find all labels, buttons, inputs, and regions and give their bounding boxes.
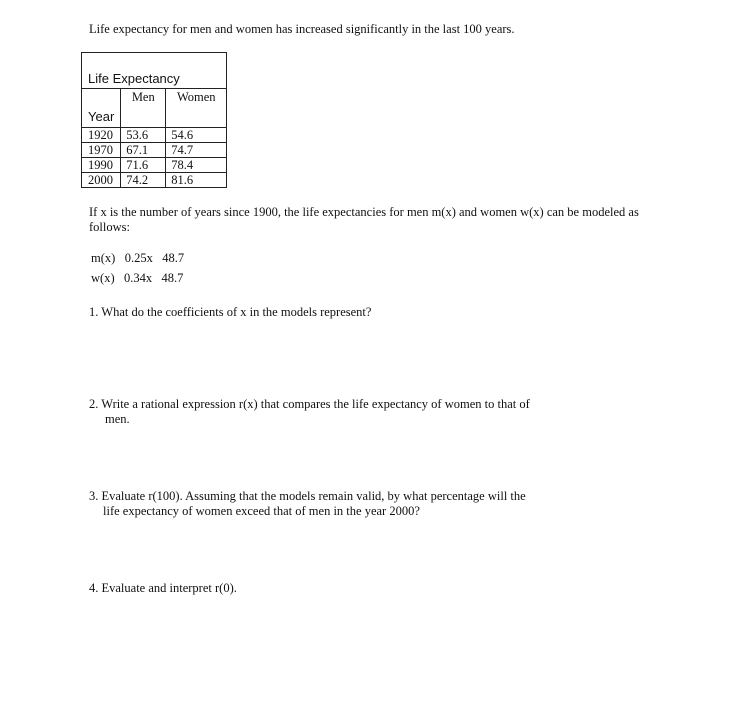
year-cell: 1970: [82, 143, 121, 158]
model-women-lhs: w(x): [91, 271, 115, 285]
men-cell: 67.1: [121, 143, 166, 158]
men-cell: 53.6: [121, 128, 166, 143]
column-header-men: Men: [121, 89, 166, 128]
women-cell: 78.4: [166, 158, 227, 173]
model-women: [91, 271, 183, 286]
model-men: [91, 251, 184, 266]
model-men-rhs: 0.25x 48.7: [124, 251, 185, 265]
year-cell: 1990: [82, 158, 121, 173]
question-4: [89, 581, 679, 596]
intro-text: Life expectancy for men and women has increased significantly in the last 100 years.: [89, 22, 515, 36]
model-description: If x is the number of years since 1900, the life expectancies for men m(x) and women w(x) can be modeled as follows:: [89, 205, 639, 234]
women-cell: 74.7: [166, 143, 227, 158]
question-1-text: 1. What do the coefficients of x in the models represent?: [89, 305, 372, 319]
question-4-text: 4. Evaluate and interpret r(0).: [89, 581, 237, 595]
table-row: [82, 128, 227, 143]
question-3: [89, 489, 679, 519]
year-cell: 1920: [82, 128, 121, 143]
model-women-rhs: 0.34x 48.7: [123, 271, 184, 285]
question-1: [89, 305, 679, 320]
table-row: [82, 158, 227, 173]
year-cell: 2000: [82, 173, 121, 188]
women-cell: 81.6: [166, 173, 227, 188]
men-cell: 74.2: [121, 173, 166, 188]
question-3-line-1: 3. Evaluate r(100). Assuming that the models remain valid, by what percentage will the: [89, 489, 526, 503]
year-header-spacer: [82, 89, 121, 111]
question-3-line-2: life expectancy of women exceed that of men in the year 2000?: [103, 504, 420, 518]
table-row: [82, 173, 227, 188]
column-header-women: Women: [166, 89, 227, 128]
table-title: Life Expectancy: [82, 53, 227, 89]
women-cell: 54.6: [166, 128, 227, 143]
column-header-year: Year: [82, 110, 121, 128]
life-expectancy-table: [81, 52, 227, 188]
men-cell: 71.6: [121, 158, 166, 173]
question-2: [89, 397, 679, 427]
table-row: [82, 143, 227, 158]
question-2-line-1: 2. Write a rational expression r(x) that compares the life expectancy of women to that of: [89, 397, 530, 411]
question-2-line-2: men.: [105, 412, 130, 426]
model-men-lhs: m(x): [91, 251, 116, 265]
